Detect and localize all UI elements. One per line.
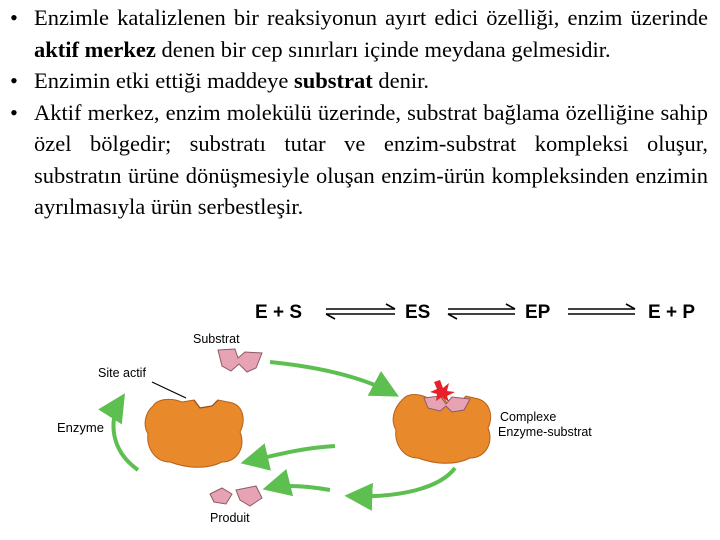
product-fragment-2 bbox=[236, 486, 262, 506]
equation-term-e-plus-s: E + S bbox=[255, 302, 302, 323]
cycle-arrow-to-product bbox=[268, 486, 330, 490]
bullet-text-before: Aktif merkez, enzim molekülü üzerinde, substrat bağlama özelliğine sahip özel bölgedir; substratı tutar ve enzim-substrat kompleksi oluşur, substratın ürüne dönüşmesiyle oluşan enzim-ürün kompleksinden enzimin ayrılmasıyla ürün serbestleşir. bbox=[34, 99, 708, 219]
equation-term-ep: EP bbox=[525, 302, 551, 323]
equation-term-es: ES bbox=[405, 302, 431, 323]
cycle-arrow-top bbox=[270, 362, 394, 394]
complex-label-line2: Enzyme-substrat bbox=[498, 425, 592, 439]
site-actif-label: Site actif bbox=[98, 366, 146, 380]
product-fragment-1 bbox=[210, 488, 232, 504]
cycle-arrow-bottom-left bbox=[246, 446, 335, 462]
enzyme-label: Enzyme bbox=[57, 420, 104, 435]
bullet-text-before: Enzimle katalizlenen bir reaksiyonun ayırt edici özelliği, enzim üzerinde bbox=[34, 5, 708, 30]
site-actif-pointer bbox=[152, 382, 186, 398]
bullet-text-bold: aktif merkez bbox=[34, 36, 156, 62]
reaction-equation bbox=[248, 294, 718, 328]
produit-label: Produit bbox=[210, 511, 250, 525]
bullet-text-after: denen bir cep sınırları içinde meydana gelmesidir. bbox=[155, 36, 611, 62]
substrate-molecule bbox=[218, 349, 262, 372]
bullet-symbol: • bbox=[10, 5, 18, 30]
enzyme-molecule bbox=[145, 399, 243, 467]
bullet-symbol: • bbox=[10, 68, 18, 93]
bullet-text-after: denir. bbox=[372, 68, 429, 93]
complex-label-line1: Complexe bbox=[500, 410, 557, 424]
equation-term-e-plus-p: E + P bbox=[648, 302, 695, 323]
bullet-text-before: Enzimin etki ettiği maddeye bbox=[34, 68, 294, 93]
substrat-label: Substrat bbox=[193, 332, 240, 346]
bullet-text-bold: substrat bbox=[293, 68, 373, 93]
cycle-arrow-right-bottom bbox=[350, 468, 455, 496]
bullet-symbol: • bbox=[10, 99, 18, 125]
cycle-arrow-left bbox=[114, 398, 138, 470]
